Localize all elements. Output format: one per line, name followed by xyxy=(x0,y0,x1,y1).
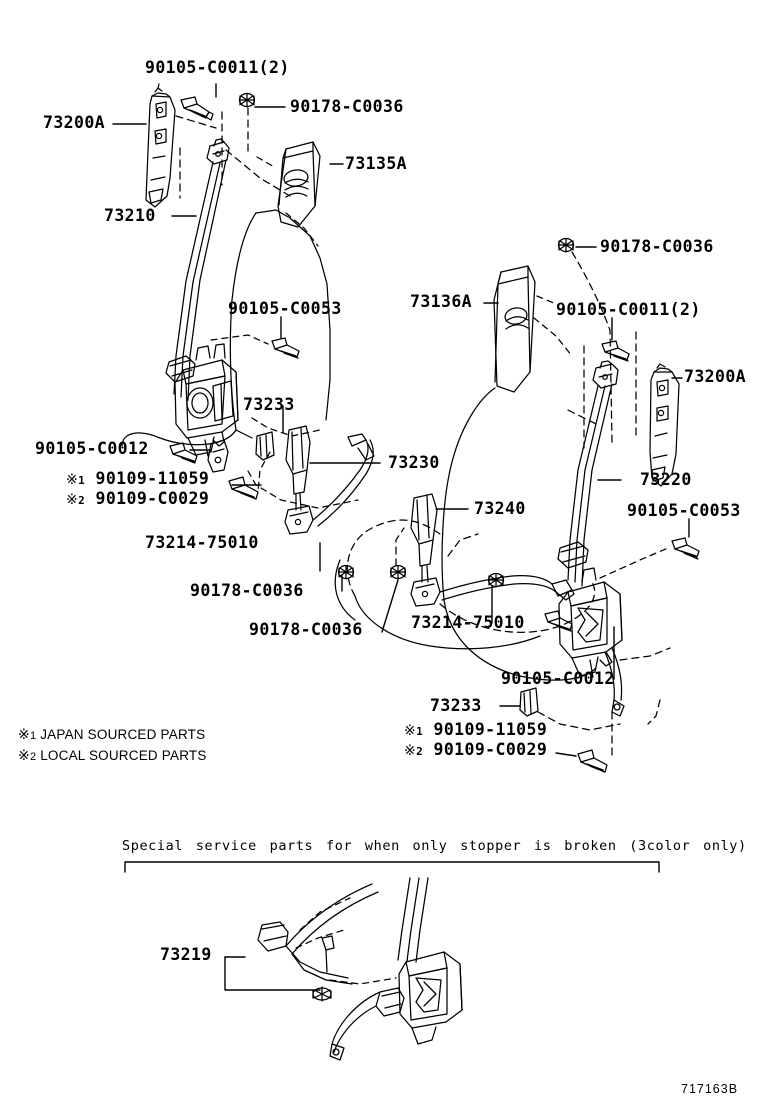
star-mark-2-left: ※ xyxy=(66,492,79,508)
detail-73219-assembly xyxy=(258,878,462,1060)
right-seat-belt-webbing xyxy=(568,384,612,586)
callout-90109-11059-left-text: 90109-11059 xyxy=(95,469,210,488)
left-belt-lower-guide xyxy=(166,356,195,382)
callout-90105-C0012-right: 90105-C0012 xyxy=(501,669,615,688)
callout-90109-C0029-right xyxy=(404,742,547,759)
bolt-90105-C0012-left xyxy=(170,443,197,463)
callout-73219: 73219 xyxy=(160,945,212,964)
bolt-90105-C0011-left xyxy=(181,97,213,120)
nut-90178-C0036-mid-left xyxy=(391,566,406,580)
star-sub-1-right: 1 xyxy=(416,725,424,738)
callout-90105-C0053-left: 90105-C0053 xyxy=(228,299,342,318)
detail-panel-bracket xyxy=(125,862,659,872)
callout-90109-C0029-left-text: 90109-C0029 xyxy=(95,489,210,508)
callout-90105-C0011-right: 90105-C0011(2) xyxy=(556,300,701,319)
callout-73233-right: 73233 xyxy=(430,696,482,715)
callout-73200A-right: 73200A xyxy=(684,367,747,386)
nut-73214-75010-right xyxy=(489,574,504,588)
callout-90109-C0029-left xyxy=(66,491,209,508)
bolt-90105-C0011-right xyxy=(602,341,629,361)
bolt-90105-C0053-right xyxy=(672,538,699,559)
callout-90105-C0053-right: 90105-C0053 xyxy=(627,501,741,520)
nut-73214-75010-left xyxy=(339,566,354,580)
detail-panel-caption: Special service parts for when only stopper is broken (3color only) xyxy=(122,838,747,854)
star-mark-1-left: ※ xyxy=(66,472,79,488)
star-sub-1-left: 1 xyxy=(78,474,86,487)
left-pillar-contour xyxy=(122,210,330,446)
legend-text-japan: JAPAN SOURCED PARTS xyxy=(40,727,206,742)
callout-73240: 73240 xyxy=(474,499,526,518)
callout-73233-left: 73233 xyxy=(243,395,295,414)
callout-90109-11059-left xyxy=(66,471,209,488)
left-retractor-assembly xyxy=(175,344,238,456)
legend-item-local xyxy=(18,748,207,764)
star-mark-1-right: ※ xyxy=(404,723,417,739)
buckle-73230 xyxy=(285,426,374,534)
stopper-73233-left xyxy=(256,432,274,460)
callout-73214-75010-right: 73214-75010 xyxy=(411,613,525,632)
right-upper-anchor-bracket xyxy=(650,364,679,486)
star-sub-2-left: 2 xyxy=(78,494,86,507)
legend-star-1: ※ xyxy=(18,727,30,743)
callout-90109-C0029-right-text: 90109-C0029 xyxy=(433,740,548,759)
star-sub-2-right: 2 xyxy=(416,745,424,758)
bolt-90105-C0012-right xyxy=(545,611,572,631)
callout-90178-C0036-mid-left: 90178-C0036 xyxy=(190,581,304,600)
nut-90178-C0036-left xyxy=(240,94,255,108)
legend-sub-1: 1 xyxy=(29,730,37,742)
callout-90178-C0036-mid: 90178-C0036 xyxy=(249,620,363,639)
callout-90109-11059-right xyxy=(404,722,547,739)
callout-73135A: 73135A xyxy=(345,154,408,173)
right-belt-upper-guide xyxy=(593,361,618,388)
left-upper-anchor-bracket xyxy=(146,84,175,207)
callout-90178-C0036-top: 90178-C0036 xyxy=(290,97,404,116)
callout-73230: 73230 xyxy=(388,453,440,472)
callout-73136A: 73136A xyxy=(410,292,473,311)
screw-90109-right xyxy=(578,750,607,772)
pillar-trim-73136A xyxy=(494,266,535,392)
sheet-code: 717163B xyxy=(681,1082,739,1096)
callout-90109-11059-right-text: 90109-11059 xyxy=(433,720,548,739)
nut-90178-C0036-right xyxy=(559,239,574,253)
legend-item-japan xyxy=(18,727,205,743)
legend-star-2: ※ xyxy=(18,748,30,764)
trim-73135A-guide xyxy=(257,157,318,246)
bolt-90105-C0053-left xyxy=(272,338,299,358)
callout-90105-C0012-left: 90105-C0012 xyxy=(35,439,149,458)
callout-73200A-left: 73200A xyxy=(43,113,106,132)
callout-73220: 73220 xyxy=(640,470,692,489)
callout-73214-75010-left: 73214-75010 xyxy=(145,533,259,552)
legend-sub-2: 2 xyxy=(29,751,37,763)
stopper-73233-right xyxy=(520,688,538,716)
callout-90178-C0036-right: 90178-C0036 xyxy=(600,237,714,256)
star-mark-2-right: ※ xyxy=(404,743,417,759)
left-seat-belt-webbing xyxy=(174,160,226,400)
callout-90105-C0011-left: 90105-C0011(2) xyxy=(145,58,290,77)
legend-text-local: LOCAL SOURCED PARTS xyxy=(40,748,207,763)
callout-73210: 73210 xyxy=(104,206,156,225)
